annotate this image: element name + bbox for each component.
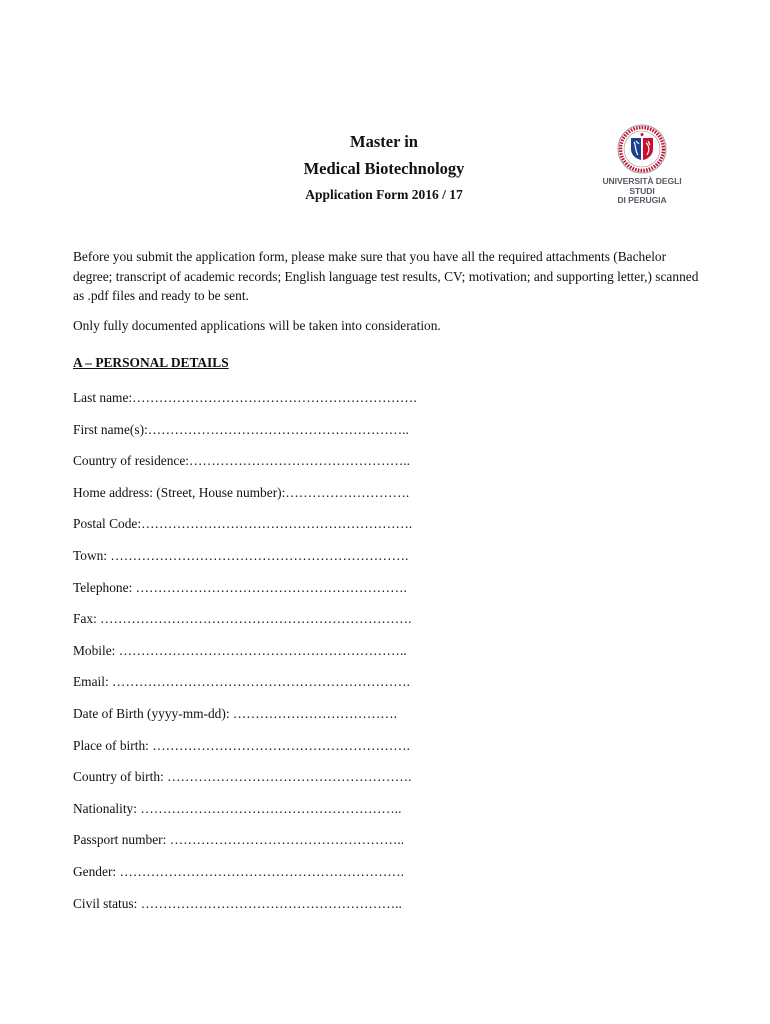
title-line-2: Medical Biotechnology [303, 159, 465, 178]
field-home-address[interactable]: Home address: (Street, House number):………………………. [73, 484, 410, 500]
field-nationality[interactable]: Nationality: ………………………………………………….. [73, 800, 402, 816]
field-country-of-birth[interactable]: Country of birth: ………………………………………………. [73, 769, 412, 785]
title-line-1: Master in [350, 132, 418, 151]
field-passport-number[interactable]: Passport number: …………………………………………….. [73, 832, 405, 848]
university-logo [592, 124, 692, 205]
university-seal-icon [617, 124, 667, 174]
field-mobile[interactable]: Mobile: ……………………………………………………….. [73, 642, 407, 658]
instructions-paragraph-2: Only fully documented applications will be taken into consideration. [73, 317, 441, 333]
section-heading-personal-details: A – PERSONAL DETAILS [73, 355, 229, 370]
instructions [73, 247, 703, 335]
university-name-line-2: DI PERUGIA [617, 195, 667, 205]
field-gender[interactable]: Gender: ………………………………………………………. [73, 863, 405, 879]
university-name [592, 177, 692, 206]
field-civil-status[interactable]: Civil status: ………………………………………………….. [73, 895, 402, 911]
field-last-name[interactable]: Last name:………………………………………………………. [73, 390, 417, 405]
field-place-of-birth[interactable]: Place of birth: …………………………………………………. [73, 737, 410, 753]
instructions-paragraph-1: Before you submit the application form, please make sure that you have all the required attachments (Bachelor degree; transcript of academic records; English language test results, CV; motivation; and supporting letter,) scanned as .pdf files and ready to be sent. [73, 249, 699, 303]
form-subtitle: Application Form 2016 / 17 [305, 187, 463, 202]
field-postal-code[interactable]: Postal Code:……………………………………………………. [73, 516, 413, 532]
field-country-of-residence[interactable]: Country of residence:………………………………………….. [73, 453, 410, 469]
field-telephone[interactable]: Telephone: ……………………………………………………. [73, 579, 407, 595]
field-email[interactable]: Email: …………………………………………………………. [73, 674, 410, 690]
field-first-names[interactable]: First name(s):………………………………………………….. [73, 421, 409, 437]
field-date-of-birth[interactable]: Date of Birth (yyyy-mm-dd): ………………………………. [73, 705, 397, 721]
personal-details-fields [73, 388, 493, 925]
field-fax[interactable]: Fax: ……………………………………………………………. [73, 611, 412, 627]
document-header [234, 128, 534, 206]
university-name-line-1: UNIVERSITÀ DEGLI STUDI [602, 176, 682, 196]
field-town[interactable]: Town: …………………………………………………………. [73, 547, 409, 563]
